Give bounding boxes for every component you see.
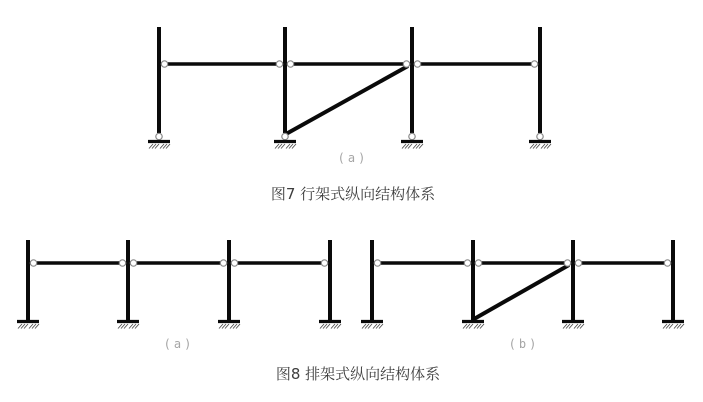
joint-hinge-circle <box>531 61 537 67</box>
joint-hinge-circle <box>321 260 327 266</box>
joint-hinge-circle <box>276 61 282 67</box>
joint-hinge-circle <box>30 260 36 266</box>
fig8-sublabel-a: (a) <box>163 337 195 351</box>
joint-hinge-circle <box>414 61 420 67</box>
joint-hinge-circle <box>231 260 237 266</box>
joint-hinge-circle <box>475 260 481 266</box>
joint-hinge-circle <box>374 260 380 266</box>
joint-hinge-circle <box>119 260 125 266</box>
fig7-caption: 图7 行架式纵向结构体系 <box>270 185 436 203</box>
diagonal-brace <box>286 66 408 134</box>
joint-hinge-circle <box>575 260 581 266</box>
joint-hinge-circle <box>664 260 670 266</box>
joint-hinge-circle <box>220 260 226 266</box>
base-hinge-circle <box>537 133 543 139</box>
base-hinge-circle <box>409 133 415 139</box>
fig8-sublabel-b: (b) <box>508 337 540 351</box>
joint-hinge-circle <box>464 260 470 266</box>
fig8-caption: 图8 排架式纵向结构体系 <box>275 365 441 383</box>
joint-hinge-circle <box>161 61 167 67</box>
base-hinge-circle <box>156 133 162 139</box>
joint-hinge-circle <box>564 260 570 266</box>
joint-hinge-circle <box>130 260 136 266</box>
diagonal-brace <box>474 265 569 319</box>
fig7-sublabel-a: (a) <box>337 151 369 165</box>
joint-hinge-circle <box>287 61 293 67</box>
joint-hinge-circle <box>403 61 409 67</box>
base-hinge-circle <box>282 133 288 139</box>
